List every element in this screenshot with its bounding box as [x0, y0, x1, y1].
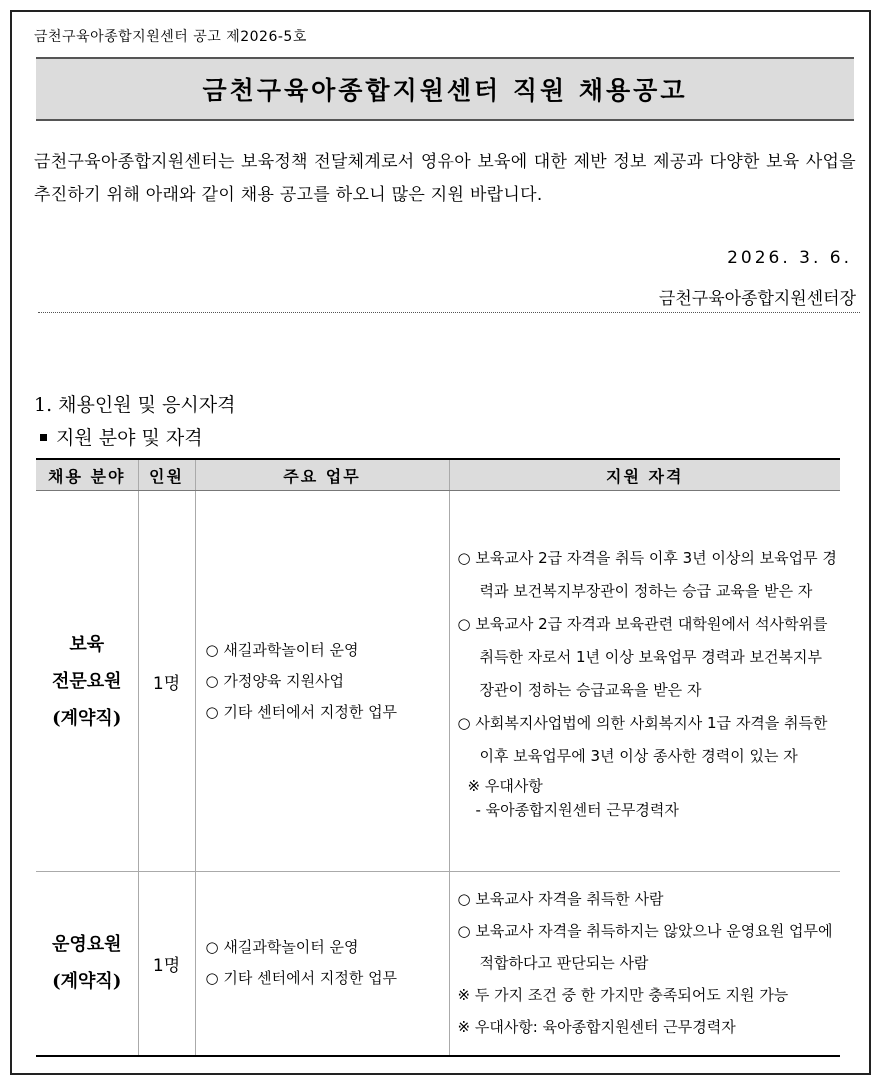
category-line: (계약직): [52, 707, 122, 729]
table-header-row: [36, 459, 840, 491]
header-qualifications: 지원 자격: [449, 459, 840, 491]
job-category: [36, 491, 138, 872]
job-count: 1명: [138, 872, 195, 1056]
header-duties: 주요 업무: [195, 459, 449, 491]
duty-item: ○ 새길과학놀이터 운영: [205, 640, 359, 659]
recruitment-table: [36, 458, 840, 1057]
section-subheading: [40, 423, 203, 450]
preference-note: - 육아종합지원센터 근무경력자: [475, 800, 679, 819]
qualification-item: ○ 보육교사 2급 자격과 보육관련 대학원에서 석사학위를 취득한 자로서 1년 이상 보육업무 경력과 보건복지부 장관이 정하는 승급교육을 받은 자: [457, 614, 828, 699]
square-bullet-icon: [40, 434, 47, 441]
qualification-item: ○ 보육교사 자격을 취득한 사람: [457, 890, 664, 909]
preference-note: ※ 우대사항: [467, 776, 543, 795]
category-line: 운영요원: [51, 934, 122, 956]
duty-item: ○ 가정양육 지원사업: [205, 671, 345, 690]
duty-item: ○ 기타 센터에서 지정한 업무: [205, 969, 398, 988]
duty-item: ○ 새길과학놀이터 운영: [205, 938, 359, 957]
job-duties: [195, 491, 449, 872]
header-count: 인원: [138, 459, 195, 491]
header-category: 채용 분야: [36, 459, 138, 491]
notice-date: 2026. 3. 6.: [727, 248, 852, 268]
page-title: 금천구육아종합지원센터 직원 채용공고: [202, 76, 688, 105]
job-qualifications: [449, 491, 840, 872]
qualification-note: ※ 우대사항: 육아종합지원센터 근무경력자: [457, 1018, 736, 1037]
job-count: 1명: [138, 491, 195, 872]
issuer-signature: 금천구육아종합지원센터장: [658, 289, 856, 309]
table-row: [36, 491, 840, 872]
qualification-item: ○ 사회복지사업법에 의한 사회복지사 1급 자격을 취득한 이후 보육업무에 3년 이상 종사한 경력이 있는 자: [457, 713, 828, 765]
dotted-divider: [38, 312, 860, 313]
intro-paragraph: 금천구육아종합지원센터는 보육정책 전달체계로서 영유아 보육에 대한 제반 정보 제공과 다양한 보육 사업을 추진하기 위해 아래와 같이 채용 공고를 하오니 많은 지원 바랍니다.: [34, 152, 856, 205]
job-category: [36, 872, 138, 1056]
qualification-item: ○ 보육교사 자격을 취득하지는 않았으나 운영요원 업무에 적합하다고 판단되는 사람: [457, 922, 833, 973]
category-line: (계약직): [52, 971, 122, 993]
subheading-text: 지원 분야 및 자격: [56, 427, 203, 449]
qualification-note: ※ 두 가지 조건 중 한 가지만 충족되어도 지원 가능: [457, 986, 789, 1005]
job-qualifications: [449, 872, 840, 1056]
job-duties: [195, 872, 449, 1056]
category-line: 보육: [69, 633, 105, 655]
notice-number: 금천구육아종합지원센터 공고 제2026-5호: [34, 29, 307, 45]
duty-item: ○ 기타 센터에서 지정한 업무: [205, 702, 398, 721]
title-banner: [36, 57, 854, 121]
section-heading: 1. 채용인원 및 응시자격: [34, 394, 236, 416]
qualification-item: ○ 보육교사 2급 자격을 취득 이후 3년 이상의 보육업무 경력과 보건복지부장관이 정하는 승급 교육을 받은 자: [457, 548, 837, 600]
category-line: 전문요원: [51, 670, 122, 692]
table-row: [36, 872, 840, 1056]
